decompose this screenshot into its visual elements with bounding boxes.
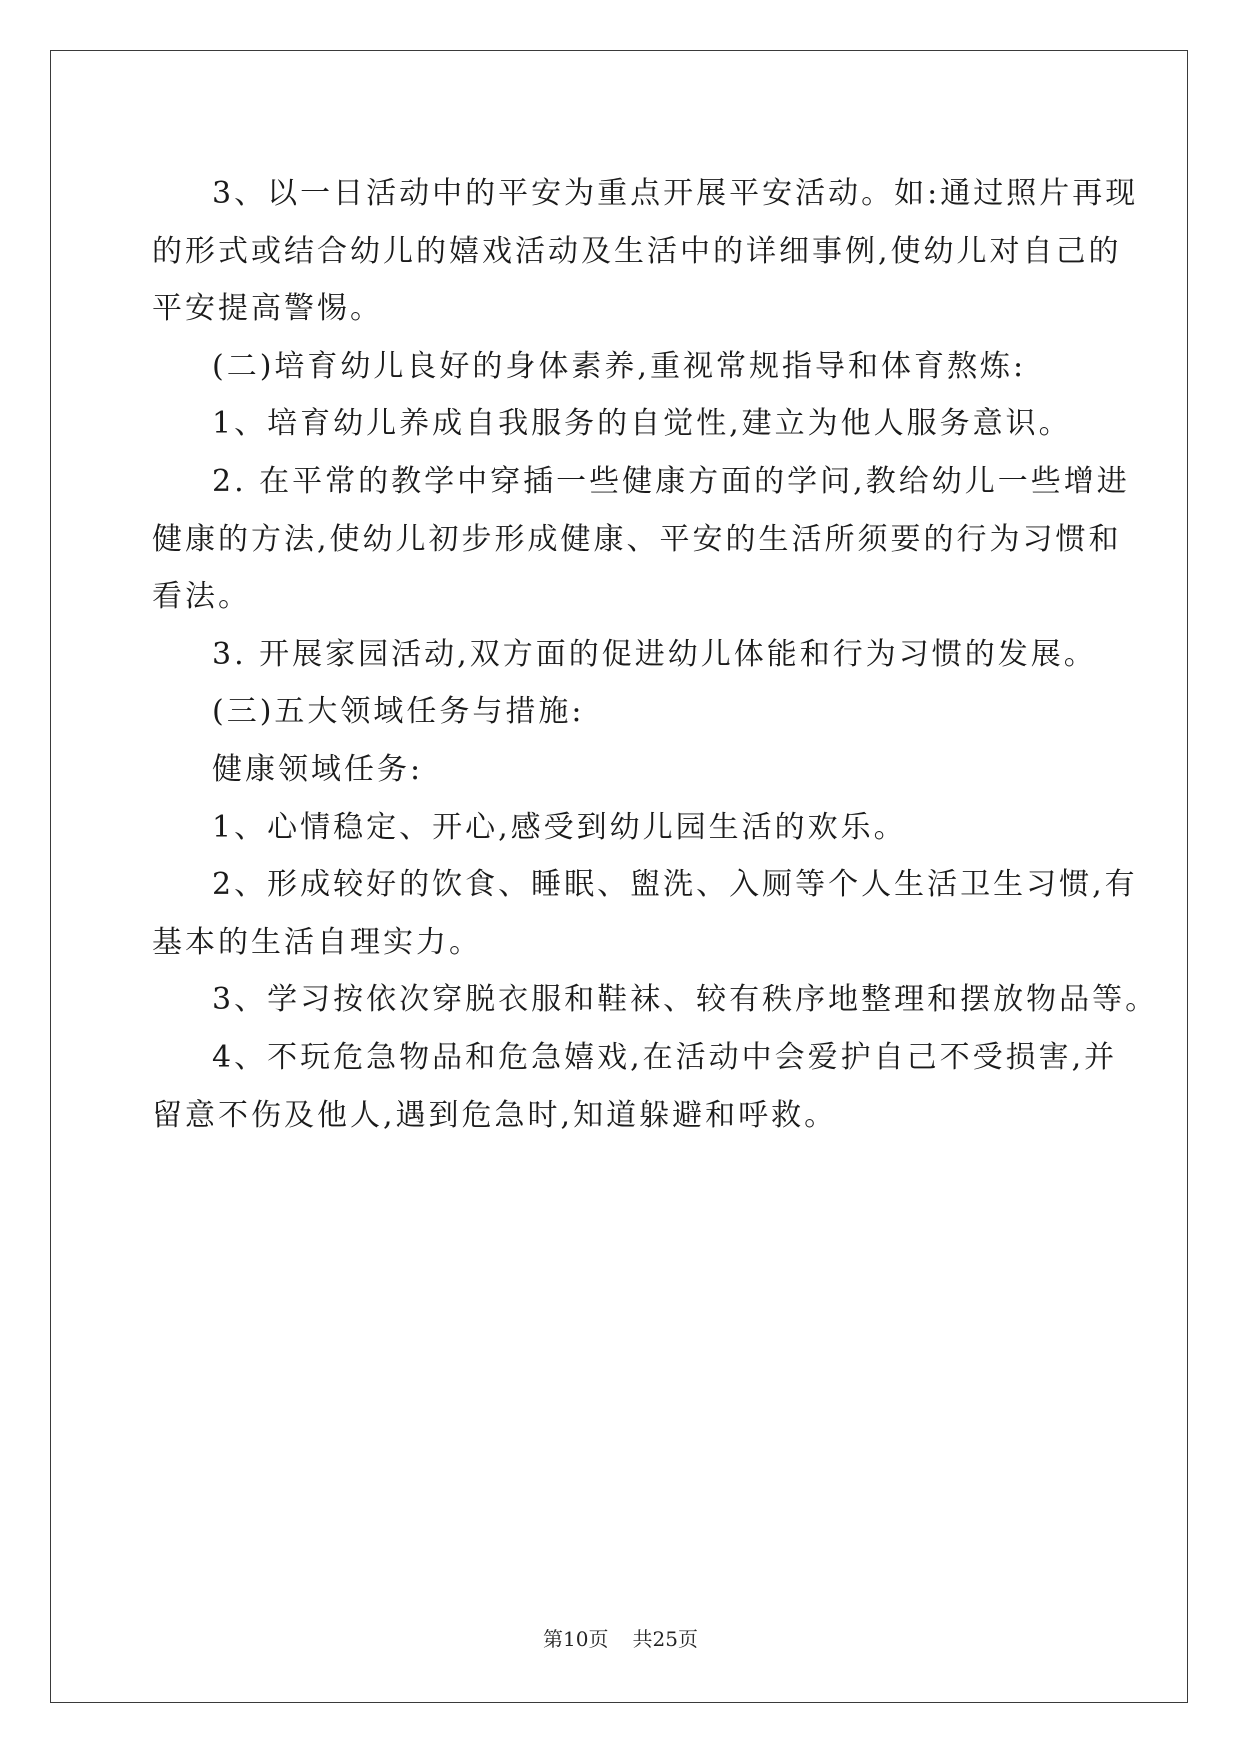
text-line: 的形式或结合幼儿的嬉戏活动及生活中的详细事例,使幼儿对自己的 bbox=[152, 233, 1122, 269]
text-line: 1、心情稳定、开心,感受到幼儿园生活的欢乐。 bbox=[212, 809, 907, 845]
page-number: 第10页 bbox=[543, 1627, 609, 1651]
text-line: (三)五大领域任务与措施: bbox=[212, 694, 585, 730]
text-line: 留意不伤及他人,遇到危急时,知道躲避和呼救。 bbox=[152, 1097, 838, 1133]
text-line: 健康的方法,使幼儿初步形成健康、平安的生活所须要的行为习惯和 bbox=[152, 521, 1122, 557]
text-line: 1、培育幼儿养成自我服务的自觉性,建立为他人服务意识。 bbox=[212, 406, 1072, 442]
text-line: 3、以一日活动中的平安为重点开展平安活动。如:通过照片再现 bbox=[212, 176, 1139, 211]
document-body bbox=[152, 165, 1159, 1144]
text-line: 健康领域任务: bbox=[212, 751, 424, 787]
text-line: 3. 开展家园活动,双方面的促进幼儿体能和行为习惯的发展。 bbox=[212, 636, 1097, 672]
text-line: 4、不玩危急物品和危急嬉戏,在活动中会爱护自己不受损害,并 bbox=[212, 1039, 1118, 1075]
total-pages: 共25页 bbox=[632, 1627, 698, 1651]
page-footer bbox=[0, 1626, 1241, 1652]
text-line: 2、形成较好的饮食、睡眠、盥洗、入厕等个人生活卫生习惯,有 bbox=[212, 867, 1138, 903]
text-line: 3、学习按依次穿脱衣服和鞋袜、较有秩序地整理和摆放物品等。 bbox=[212, 982, 1159, 1018]
text-line: 2. 在平常的教学中穿插一些健康方面的学问,教给幼儿一些增进 bbox=[212, 463, 1130, 499]
text-line: 基本的生活自理实力。 bbox=[152, 924, 482, 960]
text-line: 看法。 bbox=[152, 579, 251, 615]
text-line: 平安提高警惕。 bbox=[152, 291, 383, 327]
text-line: (二)培育幼儿良好的身体素养,重视常规指导和体育熬炼: bbox=[212, 348, 1027, 384]
